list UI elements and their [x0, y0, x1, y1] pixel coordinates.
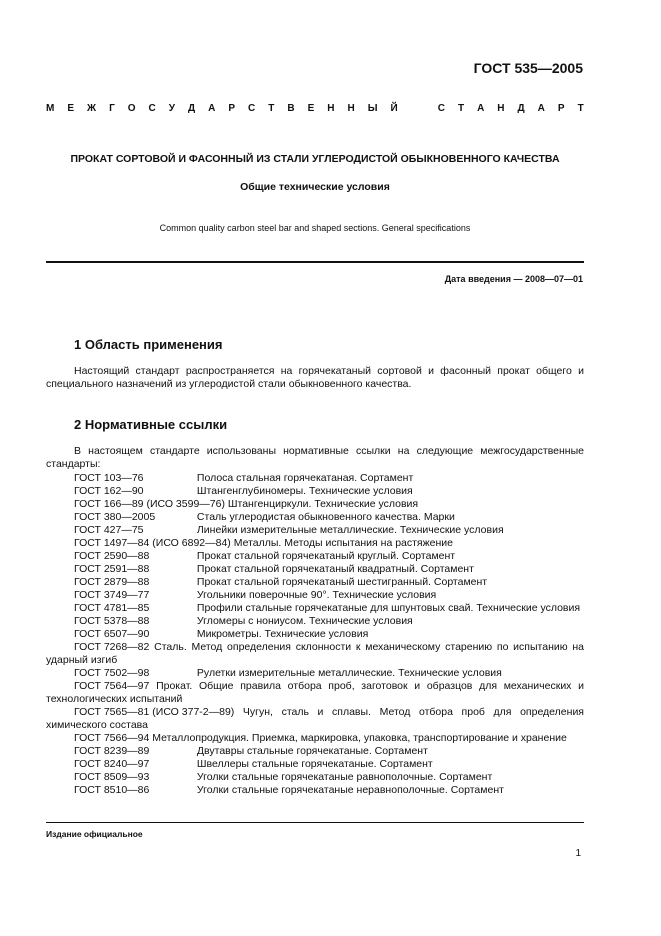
reference-code: ГОСТ 8509—93 — [74, 771, 150, 783]
reference-title: Полоса стальная горячекатаная. Сортамент — [194, 472, 414, 484]
reference-title: Сталь. Метод определения склонности к механическому старению по испытанию на ударный изгиб — [46, 641, 584, 666]
reference-title: Прокат стальной горячекатаный шестигранный. Сортамент — [194, 576, 488, 588]
standard-type-letter: Р — [557, 103, 565, 114]
reference-title: Уголки стальные горячекатаные равнополочные. Сортамент — [194, 771, 493, 783]
reference-code: ГОСТ 8240—97 — [74, 758, 150, 770]
reference-title: Штангенглубиномеры. Технические условия — [194, 485, 413, 497]
standard-type-letter: В — [287, 103, 295, 114]
standard-type-letter: Е — [307, 103, 315, 114]
standard-type-letter: Н — [327, 103, 335, 114]
standard-type-heading — [46, 103, 584, 114]
reference-code: ГОСТ 427—75 — [74, 524, 144, 536]
standard-type-letter: Й — [390, 103, 398, 114]
standard-type-letter: А — [208, 103, 216, 114]
reference-item — [46, 641, 584, 667]
reference-title: Прокат. Общие правила отбора проб, заготовок и образцов для механических и технологических испытаний — [46, 680, 584, 705]
reference-item — [46, 498, 584, 511]
reference-code: ГОСТ 3749—77 — [74, 589, 150, 601]
reference-item — [46, 511, 584, 524]
standard-type-letter: О — [127, 103, 136, 114]
standard-type-letter: Н — [347, 103, 355, 114]
reference-title: Угольники поверочные 90°. Технические условия — [194, 589, 437, 601]
reference-code: ГОСТ 2590—88 — [74, 550, 150, 562]
section-1-text: Настоящий стандарт распространяется на горячекатаный сортовой и фасонный прокат общего и специального назначений из углеродистой стали обыкновенного качества. — [46, 365, 584, 390]
section-1-heading: 1 Область применения — [74, 337, 223, 352]
edition-label: Издание официальное — [46, 829, 143, 839]
standard-type-letter: Г — [109, 103, 115, 114]
reference-item — [46, 758, 584, 771]
reference-title: Уголки стальные горячекатаные неравнополочные. Сортамент — [194, 784, 504, 796]
reference-code: ГОСТ 7564—97 — [74, 680, 150, 692]
reference-item — [46, 680, 584, 706]
reference-item — [46, 771, 584, 784]
reference-title: Угломеры с нониусом. Технические условия — [194, 615, 413, 627]
standard-type-letter: У — [168, 103, 175, 114]
reference-title: Чугун, сталь и сплавы. Метод отбора проб для определения химического состава — [46, 706, 584, 731]
reference-item — [46, 563, 584, 576]
reference-code: ГОСТ 6507—90 — [74, 628, 150, 640]
reference-code: ГОСТ 2879—88 — [74, 576, 150, 588]
reference-title: Микрометры. Технические условия — [194, 628, 369, 640]
reference-title: Профили стальные горячекатаные для шпунтовых свай. Технические условия — [194, 602, 581, 614]
reference-title: Сталь углеродистая обыкновенного качества. Марки — [194, 511, 455, 523]
header-rule — [46, 261, 584, 263]
reference-title: Швеллеры стальные горячекатаные. Сортамент — [194, 758, 433, 770]
reference-item — [46, 589, 584, 602]
reference-code: ГОСТ 8239—89 — [74, 745, 150, 757]
reference-item — [46, 745, 584, 758]
reference-code: ГОСТ 7566—94 — [74, 732, 150, 744]
reference-code: ГОСТ 2591—88 — [74, 563, 150, 575]
standard-type-letter: Д — [187, 103, 196, 114]
reference-code: ГОСТ 103—76 — [74, 472, 144, 484]
reference-code: ГОСТ 8510—86 — [74, 784, 150, 796]
reference-title: Линейки измерительные металлические. Технические условия — [194, 524, 504, 536]
standard-type-letter: С — [148, 103, 156, 114]
document-title-english: Common quality carbon steel bar and shaped sections. General specifications — [159, 223, 471, 233]
reference-code: ГОСТ 7502—98 — [74, 667, 150, 679]
reference-item — [46, 576, 584, 589]
reference-title: Двутавры стальные горячекатаные. Сортамент — [194, 745, 428, 757]
standard-type-letter: Т — [577, 103, 584, 114]
reference-code: ГОСТ 380—2005 — [74, 511, 156, 523]
reference-code: ГОСТ 166—89 (ИСО 3599—76) — [74, 498, 225, 510]
page-number: 1 — [575, 848, 581, 859]
section-2-intro: В настоящем стандарте использованы нормативные ссылки на следующие межгосударственные стандарты: — [46, 445, 584, 470]
standard-type-letter: С — [437, 103, 445, 114]
standard-type-letter: Ы — [367, 103, 378, 114]
reference-title: Рулетки измерительные металлические. Технические условия — [194, 667, 502, 679]
reference-title: Прокат стальной горячекатаный квадратный. Сортамент — [194, 563, 474, 575]
reference-code: ГОСТ 7268—82 — [74, 641, 150, 653]
reference-code: ГОСТ 1497—84 (ИСО 6892—84) — [74, 537, 231, 549]
reference-title: Прокат стальной горячекатаный круглый. Сортамент — [194, 550, 456, 562]
reference-item — [46, 706, 584, 732]
standard-type-letter: А — [477, 103, 485, 114]
standard-type-letter: Т — [268, 103, 275, 114]
standard-type-letter: Р — [228, 103, 236, 114]
standard-type-letter: А — [537, 103, 545, 114]
standard-type-letter: Т — [457, 103, 465, 114]
reference-title: Металлы. Методы испытания на растяжение — [230, 537, 453, 549]
reference-item — [46, 524, 584, 537]
word-gap — [411, 103, 425, 114]
reference-item — [46, 472, 584, 485]
document-number: ГОСТ 535—2005 — [473, 60, 583, 76]
standard-type-letter: Н — [497, 103, 505, 114]
document-title: ПРОКАТ СОРТОВОЙ И ФАСОННЫЙ ИЗ СТАЛИ УГЛЕРОДИСТОЙ ОБЫКНОВЕННОГО КАЧЕСТВА — [70, 153, 560, 165]
reference-title: Металлопродукция. Приемка, маркировка, упаковка, транспортирование и хранение — [149, 732, 567, 744]
footer-rule — [46, 822, 584, 823]
reference-item — [46, 550, 584, 563]
reference-item — [46, 485, 584, 498]
reference-item — [46, 667, 584, 680]
reference-code: ГОСТ 7565—81 (ИСО 377-2—89) — [74, 706, 235, 718]
reference-item — [46, 628, 584, 641]
standard-type-letter: Е — [67, 103, 75, 114]
reference-code: ГОСТ 4781—85 — [74, 602, 150, 614]
reference-title: Штангенциркули. Технические условия — [224, 498, 419, 510]
reference-code: ГОСТ 162—90 — [74, 485, 144, 497]
introduction-date: Дата введения — 2008—07—01 — [444, 274, 583, 284]
reference-item — [46, 602, 584, 615]
reference-item — [46, 537, 584, 550]
standard-type-letter: Д — [517, 103, 525, 114]
standard-type-letter: М — [46, 103, 55, 114]
standard-type-letter: С — [248, 103, 256, 114]
references-list — [46, 472, 584, 797]
reference-item — [46, 615, 584, 628]
section-2-heading: 2 Нормативные ссылки — [74, 417, 228, 432]
document-subtitle: Общие технические условия — [240, 181, 390, 193]
reference-code: ГОСТ 5378—88 — [74, 615, 150, 627]
reference-item — [46, 784, 584, 797]
standard-type-letter: Ж — [87, 103, 97, 114]
reference-item — [46, 732, 584, 745]
